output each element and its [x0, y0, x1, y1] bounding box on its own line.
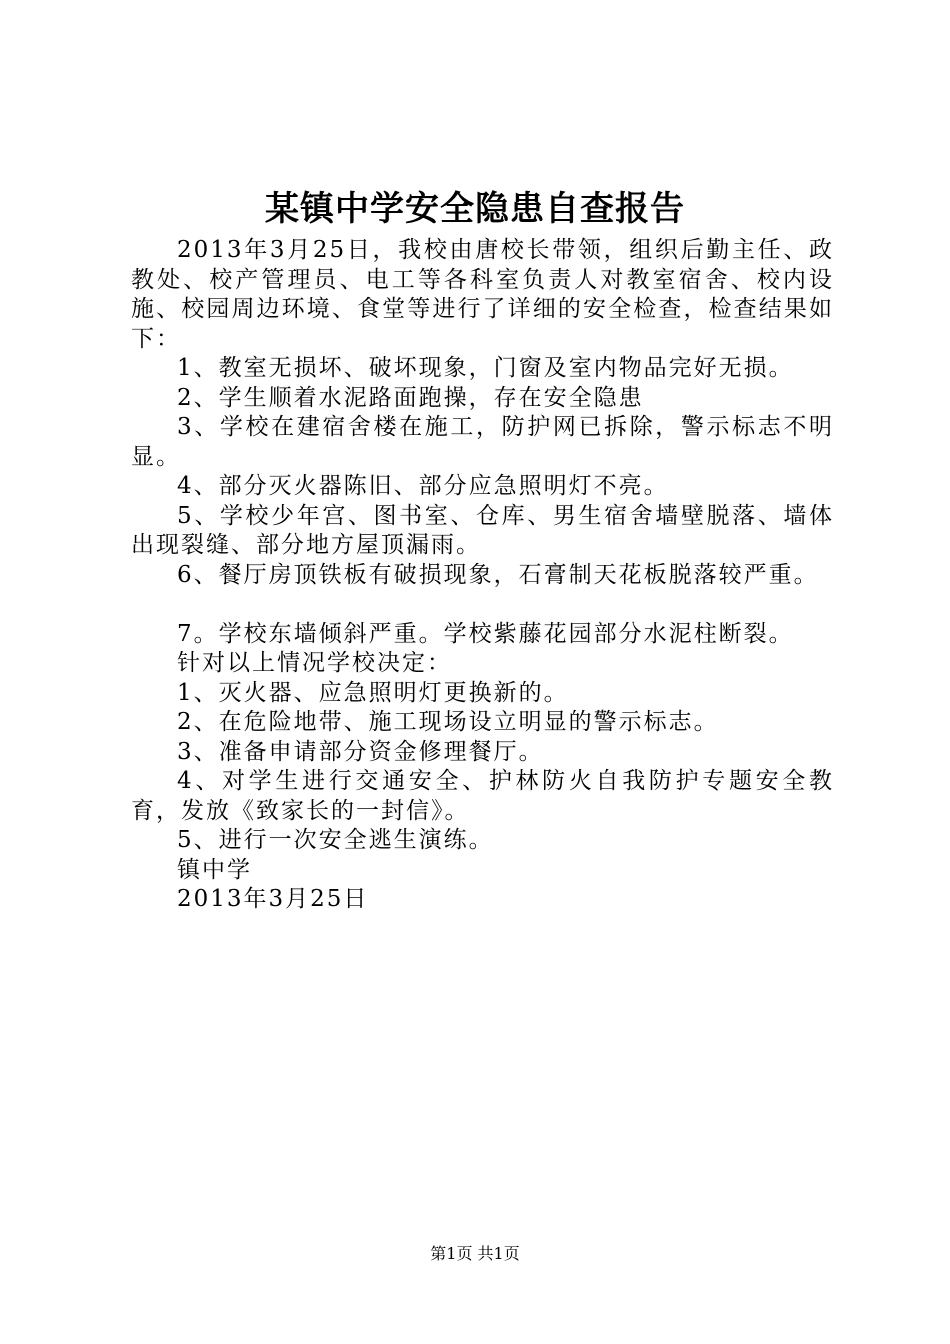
- finding-item: 5、学校少年宫、图书室、仓库、男生宿舍墙壁脱落、墙体出现裂缝、部分地方屋顶漏雨。: [131, 502, 834, 558]
- finding-item: 6、餐厅房顶铁板有破损现象，石膏制天花板脱落较严重。: [177, 561, 819, 588]
- decision-item: 1、灭火器、应急照明灯更换新的。: [177, 679, 569, 706]
- intro-paragraph: 2013年3月25日，我校由唐校长带领，组织后勤主任、政教处、校产管理员、电工等各科室负责人对教室宿舍、校内设施、校园周边环境、食堂等进行了详细的安全检查，检查结果如下：: [131, 237, 834, 352]
- decision-intro: 针对以上情况学校决定：: [177, 650, 452, 676]
- finding-item: 4、部分灭火器陈旧、部分应急照明灯不亮。: [177, 473, 669, 499]
- paragraph-spacer: [131, 590, 834, 620]
- finding-item: 2、学生顺着水泥路面跑操，存在安全隐患: [177, 384, 644, 411]
- finding-item: 7。学校东墙倾斜严重。学校紫藤花园部分水泥柱断裂。: [177, 620, 794, 647]
- document-date: 2013年3月25日: [177, 886, 369, 912]
- page-footer: 第1页 共1页: [430, 1244, 520, 1263]
- decision-item: 2、在危险地带、施工现场设立明显的警示标志。: [177, 709, 719, 735]
- decision-item: 5、进行一次安全逃生演练。: [177, 827, 494, 853]
- finding-item: 3、学校在建宿舍楼在施工，防护网已拆除，警示标志不明显。: [131, 414, 834, 470]
- document-body: [131, 236, 834, 915]
- finding-item: 1、教室无损坏、破坏现象，门窗及室内物品完好无损。: [177, 355, 794, 381]
- decision-item: 3、准备申请部分资金修理餐厅。: [177, 738, 544, 765]
- document-title: 某镇中学安全隐患自查报告: [265, 189, 685, 229]
- decision-item: 4、对学生进行交通安全、护林防火自我防护专题安全教育，发放《致家长的一封信》。: [131, 768, 834, 824]
- signature: 镇中学: [177, 856, 252, 883]
